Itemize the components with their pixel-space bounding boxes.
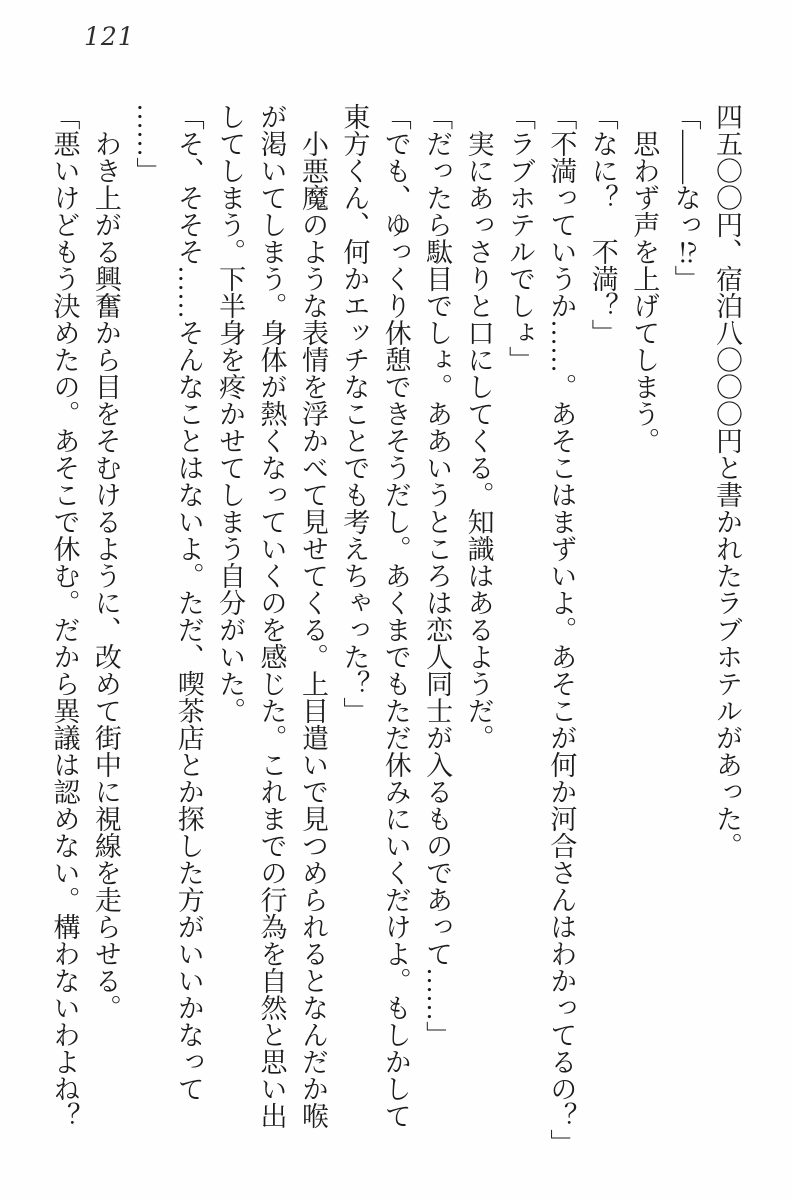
- page-number: 121: [84, 22, 135, 51]
- text-line: してしまう。下半身を疼かせてしまう自分がいた。: [215, 103, 246, 724]
- text-line: 思わず声を上げてしまう。: [629, 130, 660, 454]
- text-line: 「不満っていうか……。あそこはまずいよ。あそこが何か河合さんはわかってるの？」: [546, 103, 577, 1156]
- text-line: 「でも、ゆっくり休憩できそうだし。あくまでもただ休みにいくだけよ。もしかして: [380, 103, 411, 1129]
- text-line: 小悪魔のような表情を浮かべて見せてくる。上目遣いで見つめられるとなんだか喉: [297, 130, 328, 1129]
- text-line: 東方くん、何かエッチなことでも考えちゃった？」: [339, 103, 370, 724]
- text-line: 実にあっさりと口にしてくる。知識はあるようだ。: [463, 130, 494, 751]
- text-line: 「悪いけどもう決めたの。あそこで休む。だから異議は認めない。構わないわよね？: [49, 103, 80, 1129]
- text-line: 四五〇〇円、宿泊八〇〇〇円と書かれたラブホテルがあった。: [712, 103, 742, 859]
- text-line: ……」: [132, 103, 163, 184]
- text-line: 「そ、そそそ……そんなことはないよ。ただ、喫茶店とか探した方がいいかなって: [173, 103, 204, 1102]
- page-text: [43, 103, 747, 1165]
- text-line: わき上がる興奮から目をそむけるように、改めて街中に視線を走らせる。: [90, 130, 121, 1021]
- text-line: 「なに？ 不満？」: [587, 103, 618, 346]
- text-line: 「だったら駄目でしょ。ああいうところは恋人同士が入るものであって……」: [422, 103, 453, 1048]
- text-line: 「――なっ⁉」: [670, 103, 701, 292]
- text-line: が渇いてしまう。身体が熱くなっていくのを感じた。これまでの行為を自然と思い出: [256, 103, 287, 1129]
- text-line: 「ラブホテルでしょ」: [504, 103, 535, 373]
